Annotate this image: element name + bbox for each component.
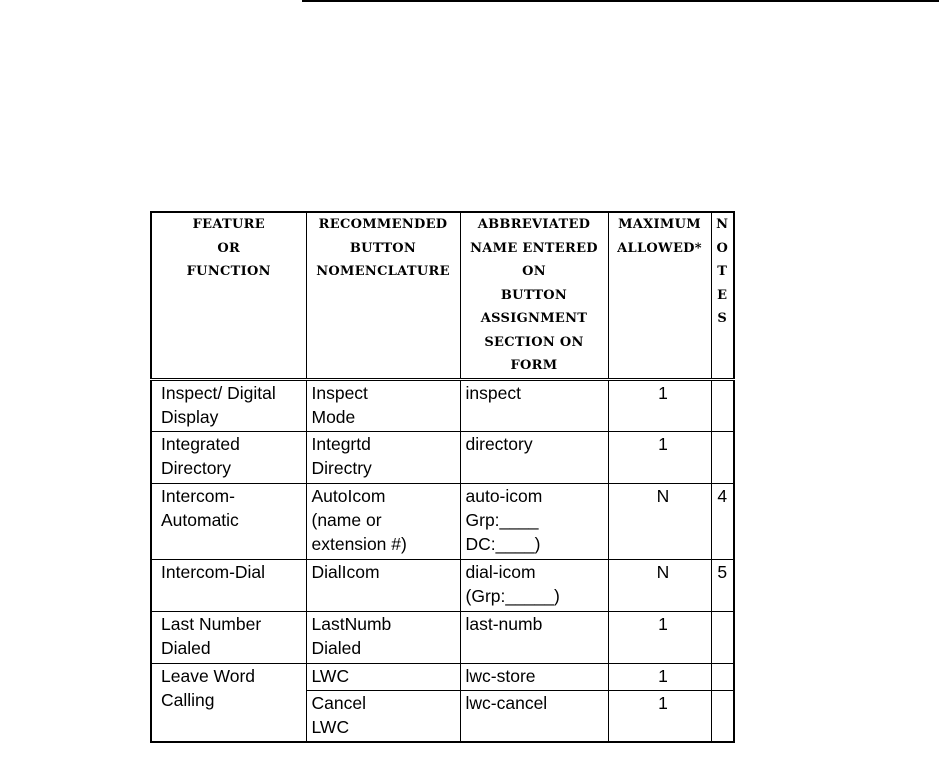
abbreviated-name-cell: lwc-cancel <box>460 690 608 742</box>
nomenclature-cell: LWC <box>306 663 460 690</box>
notes-cell <box>711 663 734 690</box>
abbreviated-name-cell: lwc-store <box>460 663 608 690</box>
nomenclature-cell: AutoIcom (name or extension #) <box>306 483 460 559</box>
feature-cell: Leave Word Calling <box>151 663 306 742</box>
header-recommended-nomenclature: RECOMMENDED BUTTON NOMENCLATURE <box>306 212 460 379</box>
maximum-allowed-cell: N <box>608 559 711 611</box>
nomenclature-cell: Integrtd Directry <box>306 431 460 483</box>
nomenclature-cell: Cancel LWC <box>306 690 460 742</box>
table-row <box>151 431 734 483</box>
feature-cell: Integrated Directory <box>151 431 306 483</box>
abbreviated-name-cell: auto-icom Grp:____ DC:____) <box>460 483 608 559</box>
feature-cell: Intercom- Automatic <box>151 483 306 559</box>
button-feature-table <box>150 211 735 743</box>
notes-cell: 5 <box>711 559 734 611</box>
nomenclature-cell: LastNumb Dialed <box>306 611 460 663</box>
feature-cell: Intercom-Dial <box>151 559 306 611</box>
maximum-allowed-cell: 1 <box>608 379 711 431</box>
notes-cell <box>711 431 734 483</box>
table-row <box>151 483 734 559</box>
maximum-allowed-cell: 1 <box>608 431 711 483</box>
table-row <box>151 559 734 611</box>
header-feature-or-function: FEATURE OR FUNCTION <box>151 212 306 379</box>
header-maximum-allowed: MAXIMUM ALLOWED* <box>608 212 711 379</box>
header-abbreviated-name: ABBREVIATED NAME ENTERED ON BUTTON ASSIGNMENT SECTION ON FORM <box>460 212 608 379</box>
feature-cell: Inspect/ Digital Display <box>151 379 306 431</box>
top-rule <box>302 0 939 2</box>
notes-cell: 4 <box>711 483 734 559</box>
table-row <box>151 611 734 663</box>
table-row <box>151 663 734 690</box>
nomenclature-cell: DialIcom <box>306 559 460 611</box>
abbreviated-name-cell: last-numb <box>460 611 608 663</box>
nomenclature-cell: Inspect Mode <box>306 379 460 431</box>
header-notes: N O T E S <box>711 212 734 379</box>
table-header-row <box>151 212 734 379</box>
maximum-allowed-cell: 1 <box>608 611 711 663</box>
abbreviated-name-cell: dial-icom (Grp:_____) <box>460 559 608 611</box>
feature-cell: Last Number Dialed <box>151 611 306 663</box>
notes-cell <box>711 611 734 663</box>
maximum-allowed-cell: N <box>608 483 711 559</box>
maximum-allowed-cell: 1 <box>608 690 711 742</box>
table-row <box>151 379 734 431</box>
notes-cell <box>711 690 734 742</box>
maximum-allowed-cell: 1 <box>608 663 711 690</box>
notes-cell <box>711 379 734 431</box>
abbreviated-name-cell: directory <box>460 431 608 483</box>
abbreviated-name-cell: inspect <box>460 379 608 431</box>
